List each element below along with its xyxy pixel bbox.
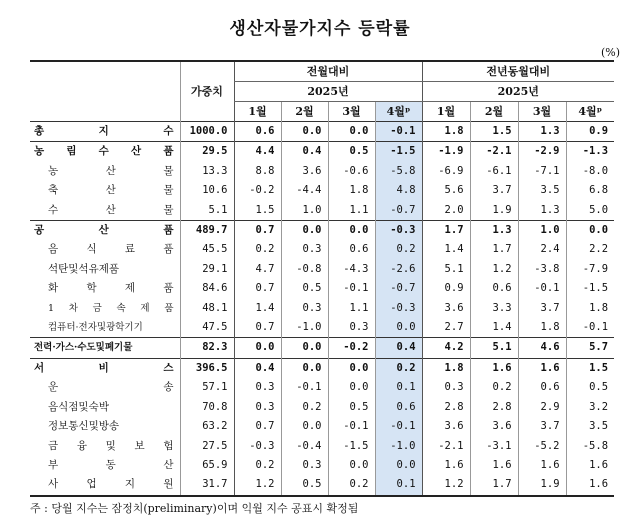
mom-cell: -1.0 [281,318,328,338]
yoy-cell: 1.7 [470,475,518,495]
row-label: 금 융 및 보 험 [48,439,174,452]
yoy-cell: -1.9 [422,142,470,162]
row-label: 총 지 수 [30,122,180,142]
yoy-cell: 1.3 [470,221,518,241]
yoy-cell: 1.7 [422,221,470,241]
mom-cell: 1.1 [328,299,375,318]
mom-cell: 0.0 [281,358,328,378]
mom-cell: -0.2 [234,181,281,200]
mom-cell: 0.7 [234,221,281,241]
header-mom-year: 2025년 [234,82,422,102]
mom-cell: 1.8 [328,181,375,200]
yoy-cell: 1.6 [518,456,566,475]
weight-cell: 27.5 [180,437,234,456]
yoy-cell: -8.0 [566,162,614,181]
yoy-cell: 3.7 [470,181,518,200]
yoy-cell: 1.5 [470,122,518,142]
yoy-cell: 3.6 [470,417,518,436]
header-yoy: 전년동월대비 [422,61,614,82]
mom-cell: 0.2 [234,456,281,475]
mom-cell: -0.3 [234,437,281,456]
mom-cell: -5.8 [375,162,422,181]
row-label: 수 산 물 [48,203,174,216]
mom-cell: 0.3 [234,378,281,397]
weight-cell: 489.7 [180,221,234,241]
yoy-cell: 1.4 [422,240,470,259]
yoy-cell: 1.0 [518,221,566,241]
mom-cell: -1.5 [328,437,375,456]
mom-cell: 0.0 [281,221,328,241]
yoy-cell: 0.5 [566,378,614,397]
mom-cell: 0.7 [234,417,281,436]
mom-cell: 1.0 [281,201,328,221]
table-row [30,338,614,358]
yoy-cell: 1.2 [422,475,470,495]
header-weight: 가중치 [180,61,234,122]
yoy-cell: 2.4 [518,240,566,259]
mom-cell: 0.0 [328,358,375,378]
table-row [30,358,614,378]
mom-cell: 0.5 [281,279,328,298]
mom-cell: 0.0 [281,417,328,436]
mom-cell: -0.1 [328,279,375,298]
yoy-cell: 1.5 [566,358,614,378]
yoy-cell: 0.2 [470,378,518,397]
yoy-cell: 0.3 [422,378,470,397]
table-row [30,475,614,495]
yoy-cell: 1.6 [470,456,518,475]
row-label: 부 동 산 [48,458,174,471]
mom-cell: 0.2 [328,475,375,495]
yoy-cell: 1.8 [518,318,566,338]
mom-cell: -0.1 [328,417,375,436]
mom-cell: 1.1 [328,201,375,221]
weight-cell: 31.7 [180,475,234,495]
yoy-cell: 1.6 [470,358,518,378]
mom-cell: 3.6 [281,162,328,181]
mom-cell: 0.5 [281,475,328,495]
yoy-cell: 2.7 [422,318,470,338]
table-row [30,456,614,475]
header-month: 4월ᵖ [566,102,614,122]
yoy-cell: 3.7 [518,417,566,436]
weight-cell: 45.5 [180,240,234,259]
mom-cell: 0.3 [281,456,328,475]
row-label: 운 송 [48,381,174,394]
weight-cell: 47.5 [180,318,234,338]
mom-cell: -0.3 [375,221,422,241]
mom-cell: -0.1 [375,122,422,142]
yoy-cell: 3.6 [422,417,470,436]
row-label: 1 차 금 속 제 품 [48,302,174,314]
yoy-cell: 3.7 [518,299,566,318]
weight-cell: 29.5 [180,142,234,162]
yoy-cell: 0.9 [566,122,614,142]
yoy-cell: 6.8 [566,181,614,200]
mom-cell: -0.6 [328,162,375,181]
mom-cell: 0.0 [234,338,281,358]
mom-cell: 0.1 [375,475,422,495]
yoy-cell: -5.2 [518,437,566,456]
mom-cell: 1.5 [234,201,281,221]
yoy-cell: 5.1 [470,338,518,358]
mom-cell: -0.4 [281,437,328,456]
weight-cell: 10.6 [180,181,234,200]
table-row [30,437,614,456]
yoy-cell: 3.6 [422,299,470,318]
weight-cell: 65.9 [180,456,234,475]
yoy-cell: 5.7 [566,338,614,358]
mom-cell: -1.5 [375,142,422,162]
yoy-cell: 1.9 [518,475,566,495]
header-month: 3월 [518,102,566,122]
mom-cell: -0.3 [375,299,422,318]
yoy-cell: 1.7 [470,240,518,259]
mom-cell: -0.2 [328,338,375,358]
table-row [30,142,614,162]
yoy-cell: -2.9 [518,142,566,162]
row-label: 컴퓨터·전자및광학기기 [48,322,143,334]
header-item [30,61,180,122]
mom-cell: 1.4 [234,299,281,318]
mom-cell: 0.3 [234,398,281,417]
yoy-cell: -1.3 [566,142,614,162]
header-month: 1월 [234,102,281,122]
weight-cell: 84.6 [180,279,234,298]
mom-cell: 0.7 [234,318,281,338]
yoy-cell: 1.8 [422,122,470,142]
yoy-cell: 0.9 [422,279,470,298]
yoy-cell: -0.1 [566,318,614,338]
yoy-cell: -6.9 [422,162,470,181]
header-month: 4월ᵖ [375,102,422,122]
yoy-cell: -1.5 [566,279,614,298]
table-row [30,398,614,417]
row-label: 사 업 지 원 [30,475,180,495]
mom-cell: 0.0 [328,378,375,397]
yoy-cell: 2.8 [470,398,518,417]
mom-cell: -0.1 [375,417,422,436]
weight-cell: 82.3 [180,338,234,358]
mom-cell: 0.2 [234,240,281,259]
yoy-cell: -7.1 [518,162,566,181]
table-row [30,260,614,279]
row-label: 농 산 물 [48,164,174,177]
header-month: 2월 [470,102,518,122]
row-label: 화 학 제 품 [48,282,174,295]
yoy-cell: -3.1 [470,437,518,456]
yoy-cell: -2.1 [470,142,518,162]
yoy-cell: 1.4 [470,318,518,338]
mom-cell: 0.6 [234,122,281,142]
weight-cell: 1000.0 [180,122,234,142]
yoy-cell: 5.6 [422,181,470,200]
yoy-cell: 1.8 [566,299,614,318]
weight-cell: 13.3 [180,162,234,181]
mom-cell: 0.6 [328,240,375,259]
table-row [30,162,614,181]
yoy-cell: -6.1 [470,162,518,181]
mom-cell: 0.3 [281,240,328,259]
header-mom: 전월대비 [234,61,422,82]
weight-cell: 29.1 [180,260,234,279]
table-row [30,181,614,200]
mom-cell: 0.7 [234,279,281,298]
row-label: 축 산 물 [48,184,174,197]
table-title: 생산자물가지수 등락률 [229,19,411,39]
yoy-cell: 1.3 [518,201,566,221]
mom-cell: 0.2 [375,240,422,259]
yoy-cell: 1.2 [470,260,518,279]
mom-cell: 0.4 [234,358,281,378]
unit-label: (%) [600,46,620,59]
yoy-cell: 1.8 [422,358,470,378]
ppi-table [30,60,614,497]
yoy-cell: 1.6 [422,456,470,475]
yoy-cell: 3.2 [566,398,614,417]
mom-cell: 4.7 [234,260,281,279]
mom-cell: 0.0 [328,456,375,475]
header-yoy-year: 2025년 [422,82,614,102]
yoy-cell: 1.9 [470,201,518,221]
mom-cell: -0.7 [375,201,422,221]
weight-cell: 396.5 [180,358,234,378]
row-label: 공 산 품 [30,221,180,241]
mom-cell: 1.2 [234,475,281,495]
table-row [30,318,614,338]
yoy-cell: 3.3 [470,299,518,318]
yoy-cell: 2.8 [422,398,470,417]
mom-cell: 0.2 [375,358,422,378]
mom-cell: 0.5 [328,142,375,162]
yoy-cell: 0.6 [470,279,518,298]
mom-cell: -0.8 [281,260,328,279]
table-row [30,378,614,397]
table-row [30,240,614,259]
mom-cell: 0.0 [281,122,328,142]
mom-cell: 0.0 [281,338,328,358]
weight-cell: 5.1 [180,201,234,221]
row-label: 농 림 수 산 품 [30,142,180,162]
yoy-cell: 2.9 [518,398,566,417]
yoy-cell: 3.5 [566,417,614,436]
row-label: 정보통신및방송 [48,420,120,433]
row-label: 음식점및숙박 [48,400,109,413]
yoy-cell: 1.6 [518,358,566,378]
yoy-cell: 4.2 [422,338,470,358]
yoy-cell: -0.1 [518,279,566,298]
weight-cell: 48.1 [180,299,234,318]
mom-cell: -0.1 [281,378,328,397]
yoy-cell: -2.1 [422,437,470,456]
table-row [30,279,614,298]
footnote: 주 : 당월 지수는 잠정치(preliminary)이며 익월 지수 공표시 확정됨 [30,502,359,515]
yoy-cell: 5.0 [566,201,614,221]
mom-cell: -4.4 [281,181,328,200]
yoy-cell: -3.8 [518,260,566,279]
yoy-cell: 5.1 [422,260,470,279]
mom-cell: 0.0 [375,318,422,338]
mom-cell: 0.4 [375,338,422,358]
row-label: 석탄및석유제품 [48,262,120,275]
mom-cell: 0.1 [375,378,422,397]
mom-cell: 0.0 [328,221,375,241]
table-row [30,299,614,318]
yoy-cell: -7.9 [566,260,614,279]
weight-cell: 63.2 [180,417,234,436]
row-label: 전력·가스·수도및폐기물 [30,338,180,358]
row-label: 서 비 스 [30,358,180,378]
yoy-cell: 2.0 [422,201,470,221]
mom-cell: -1.0 [375,437,422,456]
yoy-cell: 1.3 [518,122,566,142]
yoy-cell: 4.6 [518,338,566,358]
mom-cell: 0.5 [328,398,375,417]
header-month: 1월 [422,102,470,122]
mom-cell: -2.6 [375,260,422,279]
table-row [30,417,614,436]
weight-cell: 70.8 [180,398,234,417]
table-row [30,221,614,241]
row-label: 음 식 료 품 [48,243,174,256]
yoy-cell: 3.5 [518,181,566,200]
header-month: 3월 [328,102,375,122]
yoy-cell: -5.8 [566,437,614,456]
mom-cell: 4.8 [375,181,422,200]
mom-cell: 0.0 [375,456,422,475]
table-row [30,122,614,142]
mom-cell: 8.8 [234,162,281,181]
mom-cell: 0.4 [281,142,328,162]
yoy-cell: 0.0 [566,221,614,241]
table-row [30,201,614,221]
yoy-cell: 1.6 [566,456,614,475]
weight-cell: 57.1 [180,378,234,397]
header-month: 2월 [281,102,328,122]
mom-cell: 0.3 [328,318,375,338]
mom-cell: 0.0 [328,122,375,142]
mom-cell: 0.2 [281,398,328,417]
yoy-cell: 2.2 [566,240,614,259]
mom-cell: -4.3 [328,260,375,279]
mom-cell: 0.6 [375,398,422,417]
yoy-cell: 1.6 [566,475,614,495]
yoy-cell: 0.6 [518,378,566,397]
mom-cell: -0.7 [375,279,422,298]
mom-cell: 0.3 [281,299,328,318]
mom-cell: 4.4 [234,142,281,162]
